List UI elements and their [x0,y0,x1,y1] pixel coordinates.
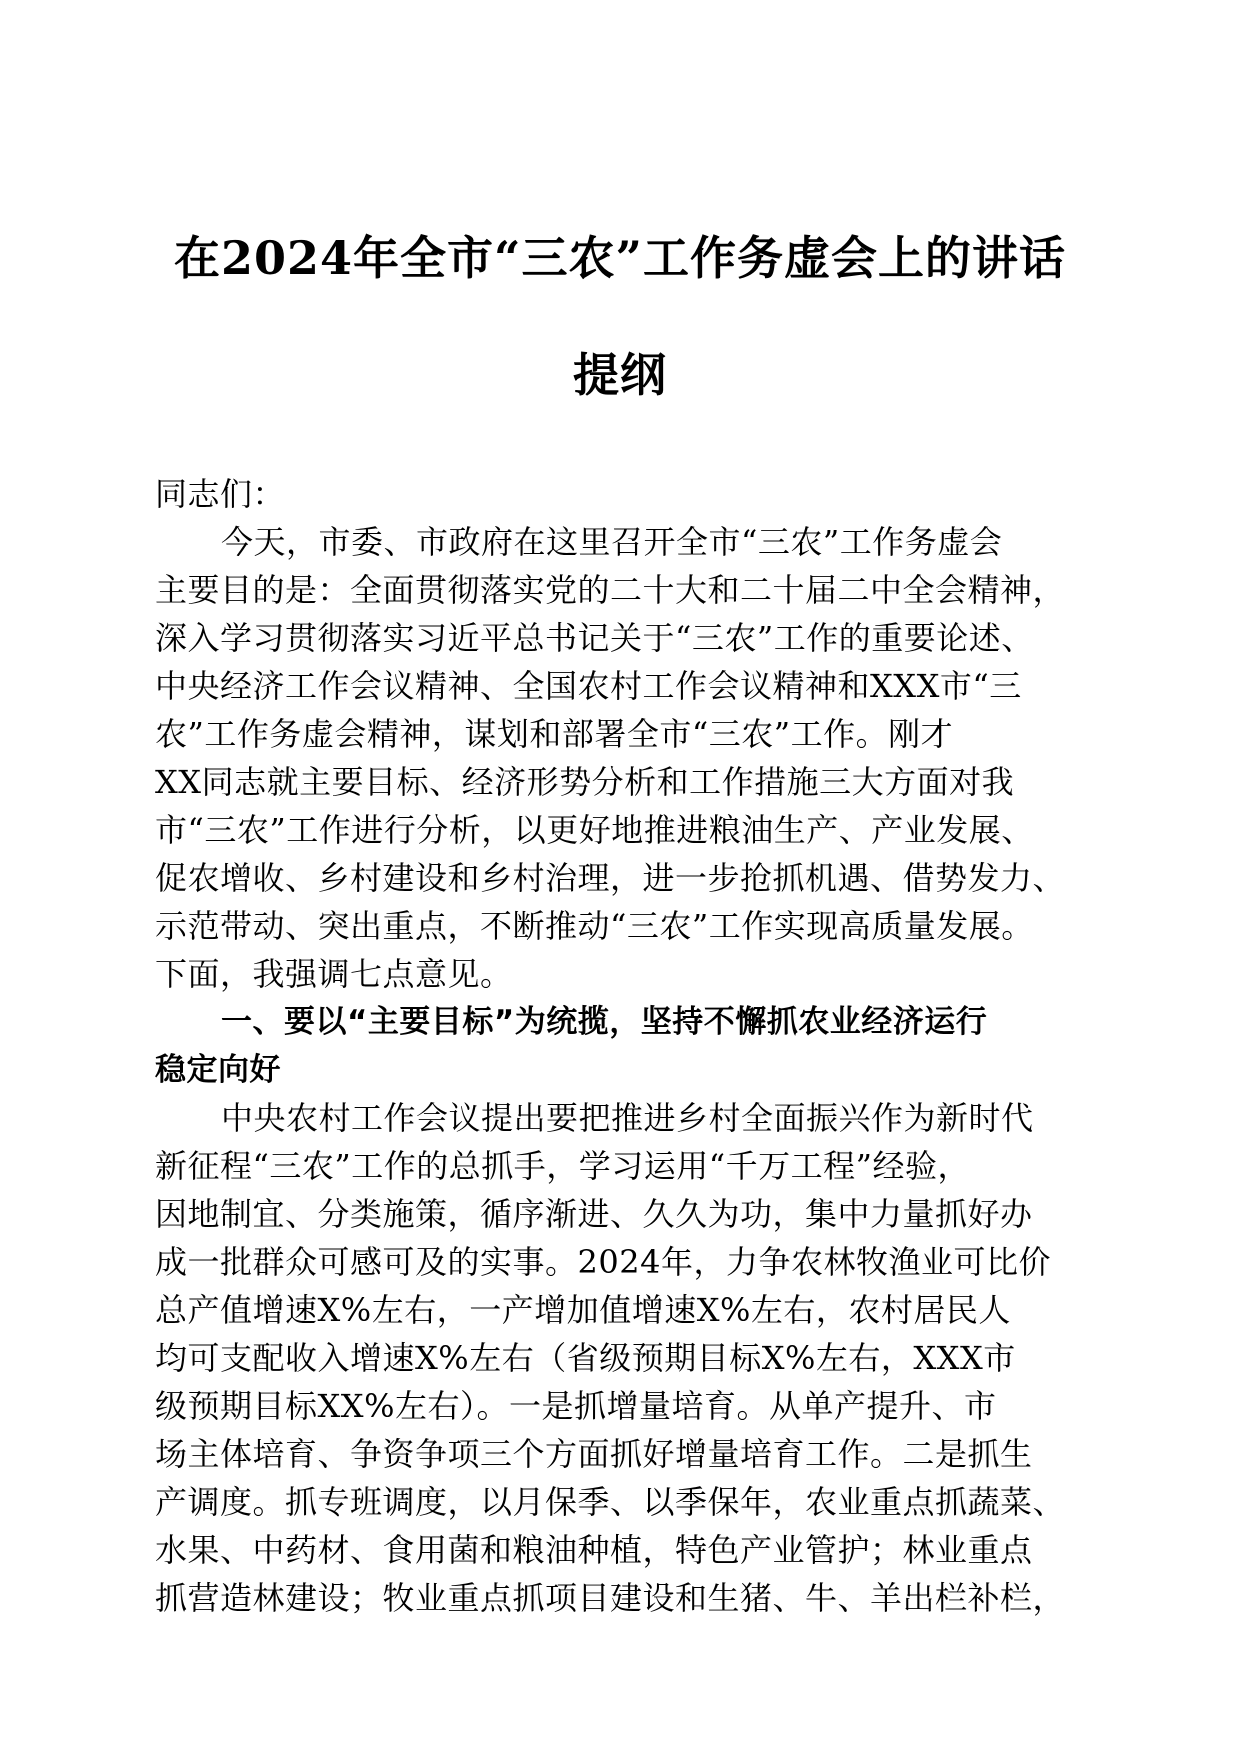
section-1-paragraph-line: 产调度。抓专班调度，以月保季、以季保年，农业重点抓蔬菜、 [155,1483,1066,1521]
intro-paragraph-line: 深入学习贯彻落实习近平总书记关于“三农”工作的重要论述、 [155,619,1034,657]
section-1-paragraph-line: 新征程“三农”工作的总抓手，学习运用“千万工程”经验， [155,1147,970,1185]
section-1-paragraph-line: 水果、中药材、食用菌和粮油种植，特色产业管护；林业重点 [155,1531,1033,1569]
intro-paragraph-line: 今天，市委、市政府在这里召开全市“三农”工作务虚会 [221,523,1003,561]
document-title-line-1: 在2024年全市“三农”工作务虚会上的讲话 [174,231,1066,285]
salutation: 同志们： [155,475,286,513]
section-1-paragraph-line: 均可支配收入增速X%左右（省级预期目标X%左右，XXX市 [155,1339,1016,1377]
intro-paragraph-line: 主要目的是：全面贯彻落实党的二十大和二十届二中全会精神， [155,571,1066,609]
intro-paragraph-line: XX同志就主要目标、经济形势分析和工作措施三大方面对我 [155,763,1015,801]
document-title-line-2: 提纲 [573,348,667,402]
section-1-heading-line: 稳定向好 [155,1052,281,1088]
intro-paragraph-line: 促农增收、乡村建设和乡村治理，进一步抢抓机遇、借势发力、 [155,859,1066,897]
section-1-paragraph-line: 成一批群众可感可及的实事。2024年，力争农林牧渔业可比价 [155,1243,1051,1281]
intro-paragraph-line: 农”工作务虚会精神，谋划和部署全市“三农”工作。刚才 [155,715,954,753]
section-1-paragraph-line: 总产值增速X%左右，一产增加值增速X%左右，农村居民人 [155,1291,1011,1329]
section-1-paragraph-line: 抓营造林建设；牧业重点抓项目建设和生猪、牛、羊出栏补栏， [155,1579,1066,1617]
section-1-heading-line: 一、要以“主要目标”为统揽，坚持不懈抓农业经济运行 [221,1004,988,1040]
section-1-paragraph-line: 因地制宜、分类施策，循序渐进、久久为功，集中力量抓好办 [155,1195,1033,1233]
intro-paragraph-line: 下面，我强调七点意见。 [155,955,513,993]
section-1-paragraph-line: 中央农村工作会议提出要把推进乡村全面振兴作为新时代 [221,1099,1034,1137]
section-1-paragraph-line: 场主体培育、争资争项三个方面抓好增量培育工作。二是抓生 [155,1435,1033,1473]
document-body [155,470,1085,1622]
intro-paragraph-line: 示范带动、突出重点，不断推动“三农”工作实现高质量发展。 [155,907,1034,945]
section-1-paragraph-line: 级预期目标XX%左右）。一是抓增量培育。从单产提升、市 [155,1387,997,1425]
intro-paragraph-line: 中央经济工作会议精神、全国农村工作会议精神和XXX市“三 [155,667,1022,705]
intro-paragraph-line: 市“三农”工作进行分析，以更好地推进粮油生产、产业发展、 [155,811,1034,849]
